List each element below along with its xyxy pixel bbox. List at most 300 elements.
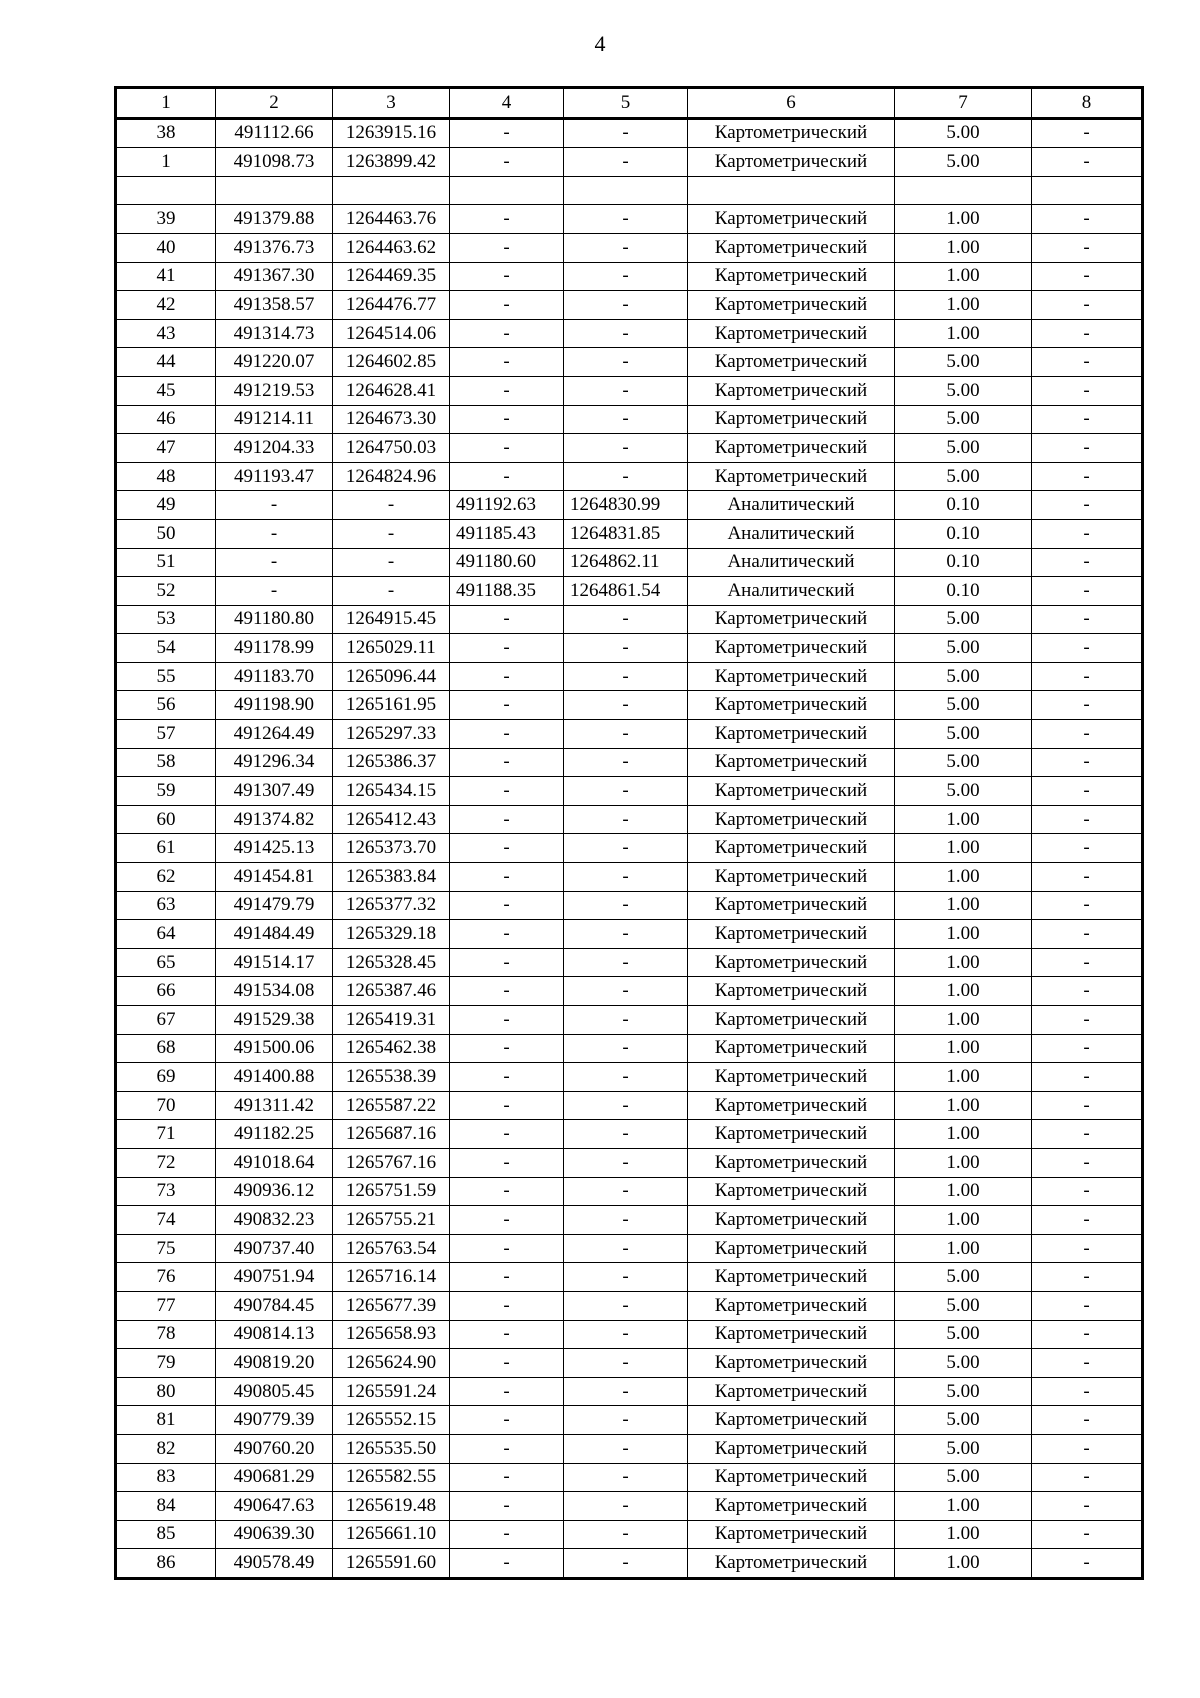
x-new-cell: - bbox=[450, 348, 564, 377]
x-coordinate-cell: 491307.49 bbox=[216, 777, 333, 806]
accuracy-cell: 1.00 bbox=[895, 1006, 1032, 1035]
accuracy-cell: 1.00 bbox=[895, 1206, 1032, 1235]
y-new-cell: - bbox=[564, 1206, 688, 1235]
description-cell: - bbox=[1032, 1034, 1143, 1063]
x-new-cell: - bbox=[450, 148, 564, 177]
table-row bbox=[116, 805, 1143, 834]
x-new-cell: - bbox=[450, 434, 564, 463]
x-coordinate-cell: 491311.42 bbox=[216, 1091, 333, 1120]
method-cell bbox=[688, 176, 895, 205]
description-cell: - bbox=[1032, 920, 1143, 949]
y-new-cell: - bbox=[564, 748, 688, 777]
y-coordinate-cell: 1264824.96 bbox=[333, 462, 450, 491]
x-coordinate-cell: 490751.94 bbox=[216, 1263, 333, 1292]
accuracy-cell: 0.10 bbox=[895, 519, 1032, 548]
accuracy-cell: 1.00 bbox=[895, 1234, 1032, 1263]
point-number-cell: 62 bbox=[116, 863, 216, 892]
description-cell: - bbox=[1032, 1263, 1143, 1292]
y-coordinate-cell: 1263915.16 bbox=[333, 118, 450, 148]
accuracy-cell: 1.00 bbox=[895, 891, 1032, 920]
point-number-cell: 71 bbox=[116, 1120, 216, 1149]
point-number-cell: 76 bbox=[116, 1263, 216, 1292]
x-new-cell: - bbox=[450, 805, 564, 834]
point-number-cell: 52 bbox=[116, 577, 216, 606]
y-coordinate-cell: 1265328.45 bbox=[333, 948, 450, 977]
table-row bbox=[116, 1291, 1143, 1320]
accuracy-cell: 5.00 bbox=[895, 720, 1032, 749]
accuracy-cell: 1.00 bbox=[895, 920, 1032, 949]
table-row bbox=[116, 233, 1143, 262]
accuracy-cell: 1.00 bbox=[895, 319, 1032, 348]
table-row bbox=[116, 948, 1143, 977]
y-new-cell: 1264862.11 bbox=[564, 548, 688, 577]
y-new-cell: - bbox=[564, 1006, 688, 1035]
x-new-cell: - bbox=[450, 1063, 564, 1092]
accuracy-cell: 1.00 bbox=[895, 205, 1032, 234]
x-new-cell: - bbox=[450, 1377, 564, 1406]
point-number-cell: 72 bbox=[116, 1148, 216, 1177]
accuracy-cell: 5.00 bbox=[895, 1263, 1032, 1292]
method-cell: Картометрический bbox=[688, 1377, 895, 1406]
method-cell: Картометрический bbox=[688, 405, 895, 434]
y-coordinate-cell: 1265387.46 bbox=[333, 977, 450, 1006]
point-number-cell: 63 bbox=[116, 891, 216, 920]
table-row bbox=[116, 1234, 1143, 1263]
method-cell: Картометрический bbox=[688, 1177, 895, 1206]
description-cell: - bbox=[1032, 1234, 1143, 1263]
y-coordinate-cell: 1265552.15 bbox=[333, 1406, 450, 1435]
y-coordinate-cell: 1265767.16 bbox=[333, 1148, 450, 1177]
y-new-cell: - bbox=[564, 1349, 688, 1378]
x-new-cell: - bbox=[450, 1006, 564, 1035]
point-number-cell: 78 bbox=[116, 1320, 216, 1349]
x-new-cell: - bbox=[450, 863, 564, 892]
x-coordinate-cell: 490784.45 bbox=[216, 1291, 333, 1320]
column-header: 6 bbox=[688, 88, 895, 119]
y-coordinate-cell: 1264476.77 bbox=[333, 291, 450, 320]
point-number-cell: 49 bbox=[116, 491, 216, 520]
point-number-cell: 50 bbox=[116, 519, 216, 548]
table-row bbox=[116, 376, 1143, 405]
table-row bbox=[116, 205, 1143, 234]
description-cell: - bbox=[1032, 577, 1143, 606]
table-row bbox=[116, 920, 1143, 949]
y-new-cell: 1264861.54 bbox=[564, 577, 688, 606]
y-coordinate-cell: 1265377.32 bbox=[333, 891, 450, 920]
x-new-cell: - bbox=[450, 262, 564, 291]
x-new-cell: - bbox=[450, 1463, 564, 1492]
y-coordinate-cell: 1265755.21 bbox=[333, 1206, 450, 1235]
accuracy-cell: 5.00 bbox=[895, 748, 1032, 777]
table-row bbox=[116, 1148, 1143, 1177]
point-number-cell: 81 bbox=[116, 1406, 216, 1435]
y-new-cell: - bbox=[564, 1377, 688, 1406]
point-number-cell: 42 bbox=[116, 291, 216, 320]
x-coordinate-cell: 491183.70 bbox=[216, 662, 333, 691]
table-row bbox=[116, 405, 1143, 434]
y-coordinate-cell: 1265297.33 bbox=[333, 720, 450, 749]
method-cell: Картометрический bbox=[688, 748, 895, 777]
description-cell: - bbox=[1032, 319, 1143, 348]
table-row bbox=[116, 1034, 1143, 1063]
point-number-cell: 38 bbox=[116, 118, 216, 148]
method-cell: Картометрический bbox=[688, 1263, 895, 1292]
point-number-cell: 69 bbox=[116, 1063, 216, 1092]
point-number-cell: 85 bbox=[116, 1520, 216, 1549]
method-cell: Картометрический bbox=[688, 205, 895, 234]
x-coordinate-cell: - bbox=[216, 491, 333, 520]
accuracy-cell: 1.00 bbox=[895, 1549, 1032, 1579]
description-cell: - bbox=[1032, 948, 1143, 977]
table-row bbox=[116, 262, 1143, 291]
y-new-cell: - bbox=[564, 462, 688, 491]
y-coordinate-cell: 1265383.84 bbox=[333, 863, 450, 892]
point-number-cell: 70 bbox=[116, 1091, 216, 1120]
y-new-cell: - bbox=[564, 777, 688, 806]
x-coordinate-cell: 490760.20 bbox=[216, 1434, 333, 1463]
x-coordinate-cell: 491479.79 bbox=[216, 891, 333, 920]
x-coordinate-cell: 491098.73 bbox=[216, 148, 333, 177]
x-new-cell: - bbox=[450, 462, 564, 491]
y-coordinate-cell: 1264514.06 bbox=[333, 319, 450, 348]
method-cell: Картометрический bbox=[688, 1492, 895, 1521]
method-cell: Картометрический bbox=[688, 1120, 895, 1149]
method-cell: Картометрический bbox=[688, 1463, 895, 1492]
x-coordinate-cell: 491400.88 bbox=[216, 1063, 333, 1092]
accuracy-cell: 1.00 bbox=[895, 834, 1032, 863]
y-new-cell: - bbox=[564, 720, 688, 749]
accuracy-cell: 5.00 bbox=[895, 348, 1032, 377]
table-row bbox=[116, 777, 1143, 806]
accuracy-cell: 0.10 bbox=[895, 577, 1032, 606]
table-row bbox=[116, 748, 1143, 777]
y-coordinate-cell: 1265329.18 bbox=[333, 920, 450, 949]
point-number-cell: 75 bbox=[116, 1234, 216, 1263]
x-coordinate-cell: 491376.73 bbox=[216, 233, 333, 262]
description-cell: - bbox=[1032, 1291, 1143, 1320]
description-cell: - bbox=[1032, 376, 1143, 405]
x-coordinate-cell: 490779.39 bbox=[216, 1406, 333, 1435]
y-coordinate-cell: - bbox=[333, 491, 450, 520]
point-number-cell: 46 bbox=[116, 405, 216, 434]
accuracy-cell: 5.00 bbox=[895, 605, 1032, 634]
table-row bbox=[116, 691, 1143, 720]
method-cell: Картометрический bbox=[688, 376, 895, 405]
table-row bbox=[116, 1120, 1143, 1149]
x-coordinate-cell: 491367.30 bbox=[216, 262, 333, 291]
table-row bbox=[116, 662, 1143, 691]
y-coordinate-cell: 1265434.15 bbox=[333, 777, 450, 806]
accuracy-cell: 0.10 bbox=[895, 491, 1032, 520]
table-row bbox=[116, 834, 1143, 863]
x-new-cell: - bbox=[450, 1177, 564, 1206]
y-new-cell: - bbox=[564, 691, 688, 720]
method-cell: Картометрический bbox=[688, 1434, 895, 1463]
y-new-cell: 1264831.85 bbox=[564, 519, 688, 548]
y-coordinate-cell: 1264915.45 bbox=[333, 605, 450, 634]
description-cell: - bbox=[1032, 1492, 1143, 1521]
y-new-cell: - bbox=[564, 1492, 688, 1521]
description-cell: - bbox=[1032, 233, 1143, 262]
table-row bbox=[116, 519, 1143, 548]
accuracy-cell: 5.00 bbox=[895, 1434, 1032, 1463]
description-cell: - bbox=[1032, 834, 1143, 863]
description-cell: - bbox=[1032, 1320, 1143, 1349]
description-cell: - bbox=[1032, 348, 1143, 377]
accuracy-cell: 1.00 bbox=[895, 1034, 1032, 1063]
y-new-cell: - bbox=[564, 405, 688, 434]
y-new-cell: - bbox=[564, 348, 688, 377]
accuracy-cell: 1.00 bbox=[895, 1520, 1032, 1549]
page-number: 4 bbox=[594, 31, 606, 56]
point-number-cell: 55 bbox=[116, 662, 216, 691]
point-number-cell: 83 bbox=[116, 1463, 216, 1492]
x-new-cell: - bbox=[450, 1263, 564, 1292]
y-new-cell: - bbox=[564, 1520, 688, 1549]
description-cell: - bbox=[1032, 1063, 1143, 1092]
x-coordinate-cell: 491314.73 bbox=[216, 319, 333, 348]
x-coordinate-cell: 491425.13 bbox=[216, 834, 333, 863]
table-row bbox=[116, 462, 1143, 491]
description-cell: - bbox=[1032, 148, 1143, 177]
y-coordinate-cell: - bbox=[333, 577, 450, 606]
description-cell: - bbox=[1032, 118, 1143, 148]
x-new-cell: - bbox=[450, 920, 564, 949]
table-row bbox=[116, 1091, 1143, 1120]
accuracy-cell: 1.00 bbox=[895, 233, 1032, 262]
x-coordinate-cell bbox=[216, 176, 333, 205]
description-cell: - bbox=[1032, 1349, 1143, 1378]
point-number-cell: 51 bbox=[116, 548, 216, 577]
description-cell: - bbox=[1032, 205, 1143, 234]
x-coordinate-cell: 490639.30 bbox=[216, 1520, 333, 1549]
x-coordinate-cell: 491182.25 bbox=[216, 1120, 333, 1149]
y-new-cell: - bbox=[564, 319, 688, 348]
y-new-cell: - bbox=[564, 118, 688, 148]
accuracy-cell: 5.00 bbox=[895, 405, 1032, 434]
table-row bbox=[116, 434, 1143, 463]
table-row bbox=[116, 491, 1143, 520]
y-coordinate-cell: 1264463.62 bbox=[333, 233, 450, 262]
method-cell: Картометрический bbox=[688, 1063, 895, 1092]
method-cell: Картометрический bbox=[688, 1549, 895, 1579]
accuracy-cell: 1.00 bbox=[895, 1177, 1032, 1206]
y-new-cell: - bbox=[564, 1320, 688, 1349]
method-cell: Картометрический bbox=[688, 634, 895, 663]
y-new-cell: - bbox=[564, 834, 688, 863]
point-number-cell: 53 bbox=[116, 605, 216, 634]
table-row bbox=[116, 118, 1143, 148]
table-row bbox=[116, 863, 1143, 892]
y-new-cell bbox=[564, 176, 688, 205]
x-coordinate-cell: 490936.12 bbox=[216, 1177, 333, 1206]
y-coordinate-cell: - bbox=[333, 548, 450, 577]
point-number-cell: 82 bbox=[116, 1434, 216, 1463]
description-cell: - bbox=[1032, 777, 1143, 806]
table-row bbox=[116, 148, 1143, 177]
method-cell: Картометрический bbox=[688, 1091, 895, 1120]
accuracy-cell: 1.00 bbox=[895, 262, 1032, 291]
point-number-cell: 86 bbox=[116, 1549, 216, 1579]
x-new-cell: - bbox=[450, 720, 564, 749]
x-coordinate-cell: 490819.20 bbox=[216, 1349, 333, 1378]
x-new-cell: - bbox=[450, 977, 564, 1006]
accuracy-cell: 5.00 bbox=[895, 376, 1032, 405]
y-new-cell: - bbox=[564, 1234, 688, 1263]
table-row bbox=[116, 548, 1143, 577]
y-new-cell: - bbox=[564, 977, 688, 1006]
table-row bbox=[116, 1063, 1143, 1092]
accuracy-cell bbox=[895, 176, 1032, 205]
accuracy-cell: 5.00 bbox=[895, 662, 1032, 691]
y-new-cell: - bbox=[564, 948, 688, 977]
method-cell: Картометрический bbox=[688, 1148, 895, 1177]
x-coordinate-cell: 491220.07 bbox=[216, 348, 333, 377]
y-new-cell: - bbox=[564, 863, 688, 892]
y-coordinate-cell: 1264628.41 bbox=[333, 376, 450, 405]
method-cell: Картометрический bbox=[688, 1520, 895, 1549]
y-coordinate-cell: 1265412.43 bbox=[333, 805, 450, 834]
description-cell: - bbox=[1032, 748, 1143, 777]
description-cell: - bbox=[1032, 662, 1143, 691]
table-row bbox=[116, 720, 1143, 749]
x-coordinate-cell: 491193.47 bbox=[216, 462, 333, 491]
description-cell: - bbox=[1032, 1434, 1143, 1463]
x-coordinate-cell: 491534.08 bbox=[216, 977, 333, 1006]
method-cell: Аналитический bbox=[688, 519, 895, 548]
y-new-cell: - bbox=[564, 662, 688, 691]
method-cell: Картометрический bbox=[688, 319, 895, 348]
y-coordinate-cell: 1265687.16 bbox=[333, 1120, 450, 1149]
method-cell: Картометрический bbox=[688, 1206, 895, 1235]
x-new-cell: - bbox=[450, 1434, 564, 1463]
accuracy-cell: 1.00 bbox=[895, 1148, 1032, 1177]
method-cell: Картометрический bbox=[688, 1006, 895, 1035]
x-new-cell: - bbox=[450, 405, 564, 434]
description-cell: - bbox=[1032, 863, 1143, 892]
y-coordinate-cell: 1265538.39 bbox=[333, 1063, 450, 1092]
method-cell: Картометрический bbox=[688, 834, 895, 863]
x-new-cell: - bbox=[450, 205, 564, 234]
table-row bbox=[116, 977, 1143, 1006]
accuracy-cell: 1.00 bbox=[895, 1120, 1032, 1149]
table-row bbox=[116, 1549, 1143, 1579]
x-new-cell: - bbox=[450, 748, 564, 777]
x-new-cell: - bbox=[450, 1206, 564, 1235]
accuracy-cell: 5.00 bbox=[895, 434, 1032, 463]
point-number-cell: 73 bbox=[116, 1177, 216, 1206]
y-new-cell: - bbox=[564, 1148, 688, 1177]
description-cell: - bbox=[1032, 491, 1143, 520]
y-new-cell: - bbox=[564, 920, 688, 949]
accuracy-cell: 1.00 bbox=[895, 977, 1032, 1006]
method-cell: Картометрический bbox=[688, 691, 895, 720]
description-cell: - bbox=[1032, 1091, 1143, 1120]
y-coordinate-cell: 1263899.42 bbox=[333, 148, 450, 177]
y-coordinate-cell: 1265763.54 bbox=[333, 1234, 450, 1263]
accuracy-cell: 5.00 bbox=[895, 634, 1032, 663]
x-coordinate-cell: 490832.23 bbox=[216, 1206, 333, 1235]
method-cell: Картометрический bbox=[688, 863, 895, 892]
x-new-cell: - bbox=[450, 948, 564, 977]
method-cell: Картометрический bbox=[688, 948, 895, 977]
y-coordinate-cell: 1265386.37 bbox=[333, 748, 450, 777]
column-header: 2 bbox=[216, 88, 333, 119]
table-row bbox=[116, 1263, 1143, 1292]
table-row bbox=[116, 1492, 1143, 1521]
y-coordinate-cell: 1265161.95 bbox=[333, 691, 450, 720]
y-coordinate-cell: 1265658.93 bbox=[333, 1320, 450, 1349]
x-coordinate-cell: 491219.53 bbox=[216, 376, 333, 405]
point-number-cell: 65 bbox=[116, 948, 216, 977]
point-number-cell: 41 bbox=[116, 262, 216, 291]
x-new-cell: - bbox=[450, 319, 564, 348]
y-coordinate-cell: 1265619.48 bbox=[333, 1492, 450, 1521]
x-new-cell: - bbox=[450, 118, 564, 148]
description-cell: - bbox=[1032, 1148, 1143, 1177]
header-row bbox=[116, 88, 1143, 119]
x-new-cell: 491185.43 bbox=[450, 519, 564, 548]
table-row bbox=[116, 176, 1143, 205]
description-cell: - bbox=[1032, 805, 1143, 834]
y-coordinate-cell: 1265751.59 bbox=[333, 1177, 450, 1206]
table-row bbox=[116, 1463, 1143, 1492]
description-cell: - bbox=[1032, 634, 1143, 663]
method-cell: Картометрический bbox=[688, 434, 895, 463]
table-row bbox=[116, 1320, 1143, 1349]
description-cell: - bbox=[1032, 720, 1143, 749]
method-cell: Картометрический bbox=[688, 1034, 895, 1063]
x-coordinate-cell: 491296.34 bbox=[216, 748, 333, 777]
method-cell: Аналитический bbox=[688, 491, 895, 520]
y-coordinate-cell: 1265624.90 bbox=[333, 1349, 450, 1378]
table-row bbox=[116, 634, 1143, 663]
x-new-cell: - bbox=[450, 376, 564, 405]
column-header: 3 bbox=[333, 88, 450, 119]
x-coordinate-cell: 490578.49 bbox=[216, 1549, 333, 1579]
y-coordinate-cell: 1265419.31 bbox=[333, 1006, 450, 1035]
accuracy-cell: 5.00 bbox=[895, 1406, 1032, 1435]
y-coordinate-cell: 1265677.39 bbox=[333, 1291, 450, 1320]
description-cell: - bbox=[1032, 977, 1143, 1006]
y-coordinate-cell: - bbox=[333, 519, 450, 548]
point-number-cell: 57 bbox=[116, 720, 216, 749]
x-coordinate-cell: 490814.13 bbox=[216, 1320, 333, 1349]
point-number-cell: 66 bbox=[116, 977, 216, 1006]
column-header: 8 bbox=[1032, 88, 1143, 119]
x-coordinate-cell: 491500.06 bbox=[216, 1034, 333, 1063]
y-new-cell: - bbox=[564, 1406, 688, 1435]
x-new-cell: - bbox=[450, 1406, 564, 1435]
method-cell: Картометрический bbox=[688, 348, 895, 377]
point-number-cell: 84 bbox=[116, 1492, 216, 1521]
y-coordinate-cell: 1265591.24 bbox=[333, 1377, 450, 1406]
method-cell: Аналитический bbox=[688, 577, 895, 606]
method-cell: Картометрический bbox=[688, 1349, 895, 1378]
table-row bbox=[116, 577, 1143, 606]
accuracy-cell: 1.00 bbox=[895, 948, 1032, 977]
column-header: 5 bbox=[564, 88, 688, 119]
method-cell: Картометрический bbox=[688, 148, 895, 177]
y-new-cell: - bbox=[564, 148, 688, 177]
y-new-cell: - bbox=[564, 1063, 688, 1092]
y-new-cell: - bbox=[564, 1263, 688, 1292]
y-new-cell: - bbox=[564, 891, 688, 920]
method-cell: Картометрический bbox=[688, 977, 895, 1006]
table-body bbox=[116, 88, 1143, 1579]
method-cell: Картометрический bbox=[688, 262, 895, 291]
x-coordinate-cell: 491018.64 bbox=[216, 1148, 333, 1177]
